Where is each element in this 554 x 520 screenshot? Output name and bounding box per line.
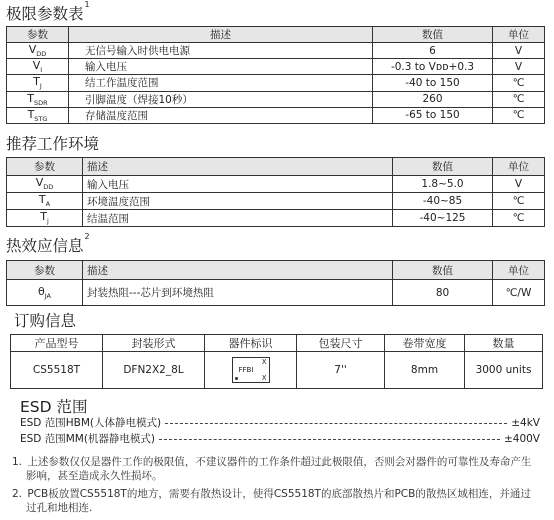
col-header: 器件标识	[205, 335, 297, 352]
note-text: PCB板放置CS5518T的地方，需要有散热设计，使得CS5518T的底部散热片和PCB的散热区域相连，并通过	[27, 488, 531, 500]
table-row	[7, 75, 545, 91]
note-2	[12, 487, 547, 515]
param-desc: 封装热阻---芯片到环境热阻	[83, 280, 393, 306]
col-header: 单位	[493, 27, 545, 43]
param-desc: 无信号输入时供电电源	[69, 43, 373, 59]
param-symbol: $V_I$	[7, 59, 69, 75]
marking-x: X	[261, 358, 267, 366]
package-type: DFN2X2_8L	[103, 352, 205, 389]
param-symbol: $T_J$	[7, 75, 69, 91]
param-desc: 输入电压	[83, 176, 393, 193]
col-header: 数量	[465, 335, 543, 352]
col-header: 描述	[69, 27, 373, 43]
reel-size: 7''	[297, 352, 385, 389]
param-value: -65 to 150	[373, 107, 493, 123]
table-row	[7, 91, 545, 107]
col-header: 产品型号	[11, 335, 103, 352]
thermal-table	[6, 260, 545, 306]
table-row	[7, 210, 545, 227]
param-value: -40~125	[393, 210, 493, 227]
param-symbol: $V_{DD}$	[7, 43, 69, 59]
param-unit: V	[493, 59, 545, 75]
param-value: -0.3 to Vᴅᴅ+0.3	[373, 59, 493, 75]
esd-value: ±400V	[503, 432, 540, 445]
table-row	[7, 43, 545, 59]
quantity: 3000 units	[465, 352, 543, 389]
table-row	[7, 280, 545, 306]
esd-label: ESD 范围HBM(人体静电模式)	[20, 417, 162, 429]
col-header: 单位	[493, 158, 545, 176]
param-symbol: $T_A$	[7, 193, 83, 210]
marking-label: FFBI	[238, 366, 254, 374]
param-desc: 结工作温度范围	[69, 75, 373, 91]
table-header-row	[7, 261, 545, 280]
esd-hbm	[20, 415, 540, 430]
rec-op-title: 推荐工作环境	[6, 135, 100, 153]
abs-max-title: 极限参数表$^1$	[6, 0, 90, 23]
esd-mm	[20, 431, 540, 446]
col-header: 参数	[7, 158, 83, 176]
col-header: 数值	[393, 261, 493, 280]
col-header: 参数	[7, 27, 69, 43]
param-value: 6	[373, 43, 493, 59]
order-title: 订购信息	[14, 312, 77, 330]
param-unit: ℃	[493, 91, 545, 107]
thermal-title: 热效应信息$^2$	[6, 232, 90, 255]
note-text: 上述参数仅仅是器件工作的极限值，不建议器件的工作条件超过此极限值，否则会对器件的可靠性及寿命产生	[27, 456, 532, 468]
col-header: 数值	[373, 27, 493, 43]
col-header: 描述	[83, 261, 393, 280]
table-header-row	[7, 158, 545, 176]
table-row	[7, 59, 545, 75]
note-number: 2.	[12, 488, 23, 500]
param-desc: 输入电压	[69, 59, 373, 75]
param-value: -40~85	[393, 193, 493, 210]
param-desc: 存储温度范围	[69, 107, 373, 123]
device-marking-cell	[205, 352, 297, 389]
device-marking	[232, 357, 270, 383]
param-symbol: $V_{DD}$	[7, 176, 83, 193]
col-header: 包装尺寸	[297, 335, 385, 352]
order-table	[10, 334, 543, 389]
param-value: 1.8~5.0	[393, 176, 493, 193]
product-model: CS5518T	[11, 352, 103, 389]
param-unit: ℃/W	[493, 280, 545, 306]
param-desc: 结温范围	[83, 210, 393, 227]
col-header: 参数	[7, 261, 83, 280]
esd-value: ±4kV	[511, 416, 540, 429]
col-header: 封装形式	[103, 335, 205, 352]
col-header: 单位	[493, 261, 545, 280]
param-unit: V	[493, 176, 545, 193]
param-symbol: $\theta_{JA}$	[7, 280, 83, 306]
col-header: 卷带宽度	[385, 335, 465, 352]
table-row	[7, 193, 545, 210]
note-1	[12, 455, 547, 483]
leader-dashes	[159, 439, 500, 440]
table-row	[7, 107, 545, 123]
param-symbol: $T_{STG}$	[7, 107, 69, 123]
param-symbol: $T_{SDR}$	[7, 91, 69, 107]
table-header-row	[11, 335, 543, 352]
param-unit: V	[493, 43, 545, 59]
note-text: 影响，甚至造成永久性损坏。	[26, 470, 163, 482]
col-header: 描述	[83, 158, 393, 176]
esd-title: ESD 范围	[20, 398, 88, 416]
col-header: 数值	[393, 158, 493, 176]
note-text: 过孔和地相连.	[26, 502, 93, 514]
param-desc: 引脚温度（焊接10秒）	[69, 91, 373, 107]
table-row	[11, 352, 543, 389]
note-number: 1.	[12, 456, 23, 468]
esd-label: ESD 范围MM(机器静电模式)	[20, 433, 156, 445]
abs-max-table	[6, 26, 545, 124]
param-value: 80	[393, 280, 493, 306]
pin1-dot-icon	[235, 377, 238, 380]
param-value: -40 to 150	[373, 75, 493, 91]
table-header-row	[7, 27, 545, 43]
param-unit: ℃	[493, 75, 545, 91]
rec-op-table	[6, 157, 545, 227]
param-desc: 环境温度范围	[83, 193, 393, 210]
param-value: 260	[373, 91, 493, 107]
param-unit: ℃	[493, 193, 545, 210]
param-unit: ℃	[493, 107, 545, 123]
table-row	[7, 176, 545, 193]
param-symbol: $T_j$	[7, 210, 83, 227]
tape-width: 8mm	[385, 352, 465, 389]
param-unit: ℃	[493, 210, 545, 227]
leader-dashes	[165, 423, 507, 424]
marking-x: X	[261, 374, 267, 382]
